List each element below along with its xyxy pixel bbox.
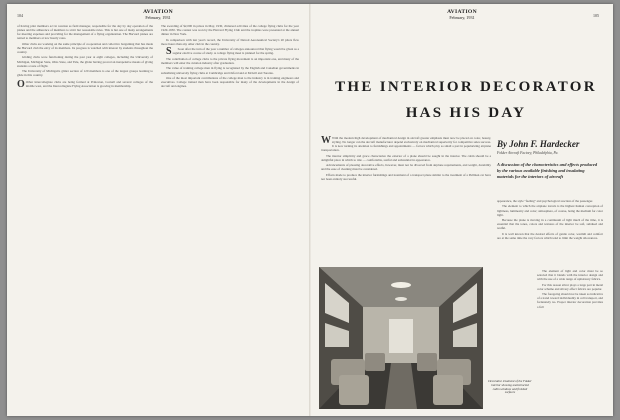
paragraph	[17, 80, 153, 88]
page-number: 104	[17, 13, 23, 18]
magazine-name: AVIATION	[143, 9, 173, 15]
right-column-1	[321, 136, 491, 183]
paragraph: It is well known that the desired effects of gentle color, warmth and comfort are at the same time the very factors which tend to limit the weight allowances.	[497, 231, 603, 240]
paragraph: Advancements of pleasing decorative effects, however, must not be divorced from airplane requirements, and weight, durability and the ease of cleaning must be considered.	[321, 163, 491, 172]
paragraph: One of the most important contributions of the college man to the industry is in training engineers and executives. College trained men have been responsible for many of the developments in the design of aircraft and engines.	[161, 75, 299, 89]
magazine-name: AVIATION	[447, 9, 477, 15]
paragraph: The value of training college men in flying is recognized by the English and Canadian governments in subsidizing university flying clubs at Cambridge and Oxford and at McGill and Toronto.	[161, 66, 299, 75]
article-deck: A discussion of the characteristics and effects produced by the various available finishing and insulating materials for the interiors of aircraft	[497, 162, 598, 180]
cabin-interior-illustration	[319, 267, 483, 409]
article-title-line-2: HAS HIS DAY	[405, 105, 527, 121]
right-page	[311, 4, 613, 416]
left-page	[7, 4, 309, 416]
paragraph: For this reason silver plays a large part in metal color scheme and silvery effect fabrics are popular.	[537, 282, 603, 291]
paragraph: The contribution of college clubs to the private flying movement is an important one, and many of the members will enter the aviation industry after graduation.	[161, 56, 299, 65]
left-column-1	[17, 24, 153, 90]
author-credit: Fokker Aircraft Factory, Philadelphia, Pa.	[497, 151, 559, 155]
paragraph: Other clubs are working on the same principle of cooperation and collective bargaining that has made the Harvard club the envy of its members. Its progress is watched with interest by students throughout the country.	[17, 41, 153, 54]
paragraph-text: With the modern high development of mechanical design in aircraft greater emphasis must now be placed on color, beauty, styling. No longer can the aircraft manufacturer depend exclusively on mechanical superiority for competitive sales success. It is now turning its attention to furnishings and appointments — factors which play so small a part in popularizing airplane transportation.	[321, 136, 491, 153]
article-title	[331, 74, 601, 126]
magazine-spread	[7, 4, 613, 416]
article-byline: By John F. Hardecker	[497, 139, 580, 149]
paragraph	[161, 47, 299, 55]
running-head	[422, 10, 502, 20]
paragraph	[321, 136, 491, 152]
issue-date: February, 1931	[145, 15, 171, 20]
paragraph: The University of Michigan's glider section of 120 members is one of the largest groups learning to glide in this country.	[17, 69, 153, 78]
article-title-line-1: THE INTERIOR DECORATOR	[335, 79, 597, 95]
right-column-2	[497, 199, 603, 241]
paragraph: Efforts made to produce the interior furnishings and treatment of a transport plane similar to the treatment of a Pullman car have not been entirely successful.	[321, 172, 491, 182]
paragraph: The element of light and color must be so selected that it blends with the interior design and with the use of a wide range of upholstery fabrics.	[537, 269, 603, 282]
paragraph: In comparison with last year's record, the University of Detroit Aeronautical Society's 20 pilots flew more hours than any other club in the country.	[161, 37, 299, 46]
paragraph: Gliding clubs were functioning during the past year at eight colleges, including the University of Michigan, Michigan State, Ohio State, and Yale, the glider having proved an inexpensive means of giving students a taste of flight.	[17, 55, 153, 68]
paragraph: The element to which the airplane travels is the highest human conception of lightness, luminosity and color; atmosphere, of course, being the medium for color light.	[497, 204, 603, 217]
right-column-2-narrow	[537, 269, 603, 310]
page-number: 105	[593, 13, 599, 18]
drop-cap: S	[166, 45, 172, 57]
issue-date: February, 1931	[449, 15, 475, 20]
paragraph: The awarding of $2,000 in prizes in May, 1930, climaxed activities of the college flying clubs for the year 1929-1930. The contest was won by the Harvard Flying Club and the trophies were presented at the annual dinner in New York.	[161, 24, 299, 37]
paragraph-text: Soon after the turn of the year a number of colleges announced that flying would be given as a regular elective course of study. A college flying meet is planned for the spring.	[172, 47, 299, 56]
cabin-interior-photo	[319, 267, 483, 409]
paragraph: appearance, the style "feeling" and psychological reaction of the passenger.	[497, 199, 593, 203]
running-head	[118, 10, 198, 20]
left-column-2	[161, 24, 299, 90]
paragraph: of having pilot members act in rotation as field manager, responsible for the day by day operation of the planes and the adherence of members to strict but reasonable rules. This is but one of many arrangements for meeting expenses and providing for the management of a flying organization. The Harvard planes are rented to members at low hourly rates.	[17, 24, 153, 41]
paragraph: The interior simplicity and grace characterize the exterior of a plane should be sought in the interior. The cabin should be a delightful place in which to ride — comfortable, restful and substantial in appearance.	[321, 153, 491, 162]
paragraph: The foregoing should not be taken as indicative of a trend toward individuality in cell transport, and fortunately no. Proper interior decoration provides a full	[537, 292, 603, 309]
drop-cap: O	[17, 78, 25, 90]
photo-caption: Decorative treatment of the Fokker interior showing unobstructed cabin windows and finished surfaces	[488, 379, 532, 395]
drop-cap: W	[321, 134, 331, 146]
paragraph-text: Other intercollegiate clubs are being formed at Princeton, Cornell and several colleges of the middle west, and the Intercollegiate Flying Association is growing in membership.	[25, 80, 153, 89]
paragraph: Because the plane is moving in a continuum of light much of the time, it is essential that the tones, colors and textures of the interior be soft, subdued and restful.	[497, 218, 603, 231]
